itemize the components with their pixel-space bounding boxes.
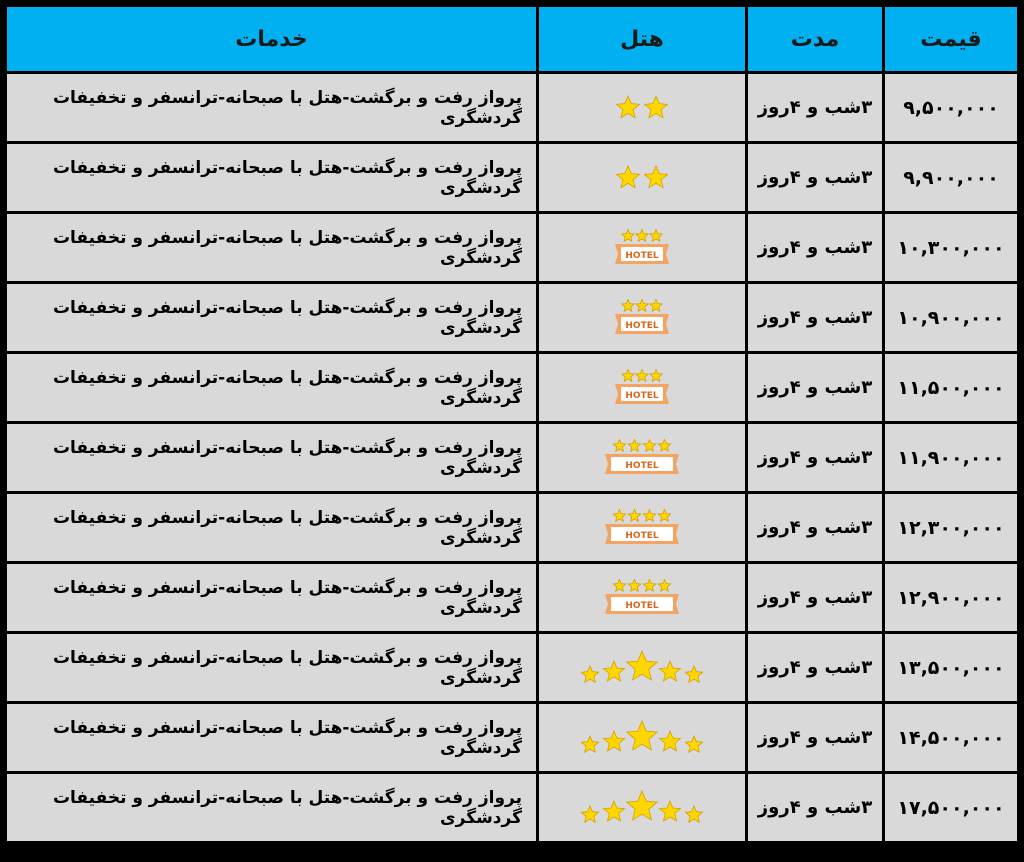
- table-row: [7, 144, 1017, 211]
- services-cell: پرواز رفت و برگشت-هتل با صبحانه-ترانسفر و تخفیفات گردشگری: [7, 284, 536, 351]
- table-row: [7, 564, 1017, 631]
- hotel-cell: [539, 774, 745, 841]
- star-icon: [617, 166, 640, 188]
- star-icon: [604, 801, 625, 821]
- duration-cell: ۳شب و ۴روز: [748, 214, 882, 281]
- hotel-badge-icon: [613, 298, 671, 338]
- table-row: [7, 494, 1017, 561]
- star-icon: [622, 369, 634, 381]
- star-icon: [628, 579, 640, 591]
- hotel-badge-icon: [603, 578, 681, 618]
- star-icon: [643, 509, 655, 521]
- header-services: خدمات: [7, 7, 536, 71]
- table-row: [7, 634, 1017, 701]
- star-icon: [636, 299, 648, 311]
- price-cell: ۹,۹۰۰,۰۰۰: [885, 144, 1017, 211]
- duration-cell: ۳شب و ۴روز: [748, 564, 882, 631]
- services-cell: پرواز رفت و برگشت-هتل با صبحانه-ترانسفر و تخفیفات گردشگری: [7, 774, 536, 841]
- hotel-cell: [539, 284, 745, 351]
- table-row: [7, 74, 1017, 141]
- hotel-badge-text: HOTEL: [625, 530, 659, 541]
- two-stars-icon: [610, 163, 674, 193]
- header-row: [7, 7, 1017, 71]
- star-icon: [643, 439, 655, 451]
- five-stars-icon: [580, 718, 704, 758]
- two-stars-icon: [610, 93, 674, 123]
- star-icon: [660, 731, 681, 751]
- duration-cell: ۳شب و ۴روز: [748, 774, 882, 841]
- hotel-badge-text: HOTEL: [625, 250, 659, 261]
- star-icon: [636, 369, 648, 381]
- star-icon: [627, 651, 657, 680]
- price-cell: ۱۰,۳۰۰,۰۰۰: [885, 214, 1017, 281]
- services-cell: پرواز رفت و برگشت-هتل با صبحانه-ترانسفر و تخفیفات گردشگری: [7, 564, 536, 631]
- duration-cell: ۳شب و ۴روز: [748, 704, 882, 771]
- table-row: [7, 214, 1017, 281]
- hotel-cell: [539, 564, 745, 631]
- star-icon: [581, 736, 598, 752]
- star-icon: [658, 579, 670, 591]
- hotel-badge-text: HOTEL: [625, 460, 659, 471]
- star-icon: [628, 509, 640, 521]
- five-stars-icon: [580, 648, 704, 688]
- services-cell: پرواز رفت و برگشت-هتل با صبحانه-ترانسفر و تخفیفات گردشگری: [7, 634, 536, 701]
- hotel-cell: [539, 144, 745, 211]
- services-cell: پرواز رفت و برگشت-هتل با صبحانه-ترانسفر و تخفیفات گردشگری: [7, 424, 536, 491]
- header-hotel: هتل: [539, 7, 745, 71]
- hotel-cell: [539, 634, 745, 701]
- tour-price-table: [4, 4, 1020, 844]
- header-duration: مدت: [748, 7, 882, 71]
- star-icon: [581, 666, 598, 682]
- table-row: [7, 774, 1017, 841]
- star-icon: [685, 736, 702, 752]
- hotel-badge-icon: [613, 368, 671, 408]
- star-icon: [685, 666, 702, 682]
- hotel-badge-icon: [603, 508, 681, 548]
- services-cell: پرواز رفت و برگشت-هتل با صبحانه-ترانسفر و تخفیفات گردشگری: [7, 354, 536, 421]
- price-cell: ۱۳,۵۰۰,۰۰۰: [885, 634, 1017, 701]
- star-icon: [613, 509, 625, 521]
- duration-cell: ۳شب و ۴روز: [748, 354, 882, 421]
- duration-cell: ۳شب و ۴روز: [748, 634, 882, 701]
- duration-cell: ۳شب و ۴روز: [748, 284, 882, 351]
- services-cell: پرواز رفت و برگشت-هتل با صبحانه-ترانسفر و تخفیفات گردشگری: [7, 704, 536, 771]
- star-icon: [604, 731, 625, 751]
- hotel-cell: [539, 704, 745, 771]
- duration-cell: ۳شب و ۴روز: [748, 144, 882, 211]
- hotel-cell: [539, 424, 745, 491]
- star-icon: [685, 806, 702, 822]
- star-icon: [604, 661, 625, 681]
- star-icon: [636, 229, 648, 241]
- hotel-badge-text: HOTEL: [625, 600, 659, 611]
- services-cell: پرواز رفت و برگشت-هتل با صبحانه-ترانسفر و تخفیفات گردشگری: [7, 144, 536, 211]
- hotel-cell: [539, 214, 745, 281]
- services-cell: پرواز رفت و برگشت-هتل با صبحانه-ترانسفر و تخفیفات گردشگری: [7, 494, 536, 561]
- price-cell: ۱۲,۹۰۰,۰۰۰: [885, 564, 1017, 631]
- star-icon: [658, 509, 670, 521]
- duration-cell: ۳شب و ۴روز: [748, 494, 882, 561]
- hotel-badge-icon: [603, 438, 681, 478]
- hotel-badge-text: HOTEL: [625, 390, 659, 401]
- table-row: [7, 354, 1017, 421]
- price-cell: ۹,۵۰۰,۰۰۰: [885, 74, 1017, 141]
- duration-cell: ۳شب و ۴روز: [748, 74, 882, 141]
- star-icon: [622, 229, 634, 241]
- hotel-badge-text: HOTEL: [625, 320, 659, 331]
- price-cell: ۱۰,۹۰۰,۰۰۰: [885, 284, 1017, 351]
- price-cell: ۱۱,۵۰۰,۰۰۰: [885, 354, 1017, 421]
- five-stars-icon: [580, 788, 704, 828]
- star-icon: [643, 579, 655, 591]
- hotel-cell: [539, 74, 745, 141]
- services-cell: پرواز رفت و برگشت-هتل با صبحانه-ترانسفر و تخفیفات گردشگری: [7, 74, 536, 141]
- star-icon: [650, 369, 662, 381]
- hotel-cell: [539, 494, 745, 561]
- table-row: [7, 424, 1017, 491]
- services-cell: پرواز رفت و برگشت-هتل با صبحانه-ترانسفر و تخفیفات گردشگری: [7, 214, 536, 281]
- star-icon: [658, 439, 670, 451]
- star-icon: [613, 439, 625, 451]
- star-icon: [617, 96, 640, 118]
- price-cell: ۱۷,۵۰۰,۰۰۰: [885, 774, 1017, 841]
- hotel-cell: [539, 354, 745, 421]
- star-icon: [627, 791, 657, 820]
- star-icon: [627, 721, 657, 750]
- star-icon: [581, 806, 598, 822]
- star-icon: [650, 299, 662, 311]
- price-cell: ۱۱,۹۰۰,۰۰۰: [885, 424, 1017, 491]
- hotel-badge-icon: [613, 228, 671, 268]
- star-icon: [628, 439, 640, 451]
- star-icon: [613, 579, 625, 591]
- table-row: [7, 704, 1017, 771]
- price-cell: ۱۴,۵۰۰,۰۰۰: [885, 704, 1017, 771]
- star-icon: [650, 229, 662, 241]
- star-icon: [645, 96, 668, 118]
- star-icon: [660, 661, 681, 681]
- table-row: [7, 284, 1017, 351]
- star-icon: [645, 166, 668, 188]
- star-icon: [622, 299, 634, 311]
- price-cell: ۱۲,۳۰۰,۰۰۰: [885, 494, 1017, 561]
- star-icon: [660, 801, 681, 821]
- header-price: قیمت: [885, 7, 1017, 71]
- duration-cell: ۳شب و ۴روز: [748, 424, 882, 491]
